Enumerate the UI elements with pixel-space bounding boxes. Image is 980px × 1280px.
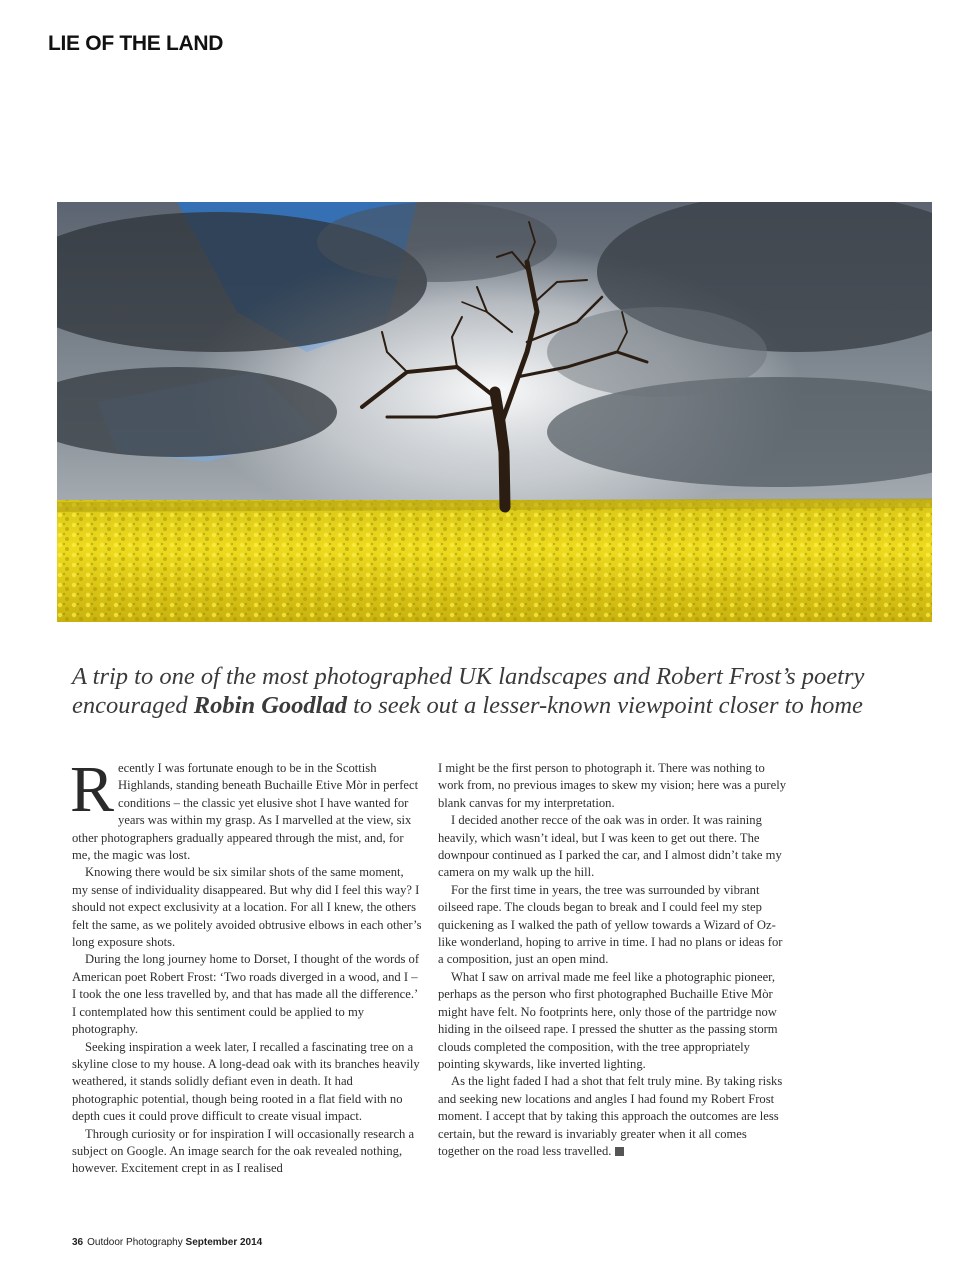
body-paragraph: I decided another recce of the oak was in order. It was raining heavily, which wasn’t ideal, but I was keen to get out there. The downpour continued as I parked the car, and I almost didn’t take my camera on my walk up the hill. [438, 813, 782, 880]
body-paragraph: Through curiosity or for inspiration I will occasionally research a subject on Google. An image search for the oak revealed nothing, however. Excitement crept in as I realised [72, 1126, 415, 1176]
landscape-photo [57, 202, 932, 622]
page-number: 36 [72, 1237, 84, 1248]
issue-date: September 2014 [185, 1237, 263, 1248]
body-paragraph: Knowing there would be six similar shots of the same moment, my sense of individuality disappeared. But why did I feel this way? I should not expect exclusivity at a location. For all I knew, the others felt the same, as we politely avoided obtrusive elbows in each other’s long exposure shots. [72, 865, 422, 950]
body-paragraph: For the first time in years, the tree was surrounded by vibrant oilseed rape. The clouds began to break and I could feel my step quickening as I walked the path of yellow towards a Wizard of Oz-like wonderland, hoping to arrive in time. I had no plans or ideas for a composition, just an open mind. [438, 882, 783, 967]
end-mark-icon [615, 1147, 624, 1156]
body-paragraph: Seeking inspiration a week later, I recalled a fascinating tree on a skyline close to my house. A long-dead oak with its branches heavily weathered, it stands solidly defiant even in death. It had photographic potential, though being rooted in a flat field with no depth cues it could prove difficult to create visual impact. [72, 1039, 420, 1124]
body-paragraph: What I saw on arrival made me feel like a photographic pioneer, perhaps as the person who first photographed Buchaille Etive Mòr might have felt. No footprints here, only those of the partridge now hiding in the oilseed rape. I pressed the shutter as the passing storm clouds completed the composition, with the tree appropriately pointing skywards, like inverted lighting. [438, 969, 778, 1071]
standfirst [72, 662, 892, 720]
page-footer [72, 1237, 262, 1248]
standfirst-line-1: A trip to one of the most photographed UK landscapes and Robert Frost’s poetry [72, 663, 865, 690]
publication-name: Outdoor Photography [87, 1237, 183, 1248]
section-label: LIE OF THE LAND [48, 32, 224, 55]
standfirst-line-2 [72, 691, 892, 720]
body-paragraph: Recently I was fortunate enough to be in the Scottish Highlands, standing beneath Buchaille Etive Mòr in perfect conditions – the classic yet elusive shot I have wanted for years was within my grasp. As I marvelled at the view, six other photographers gradually appeared through the mist, and, for me, the magic was lost. [70, 753, 419, 863]
article-column-left [70, 753, 422, 1178]
author-name: Robin Goodlad [193, 692, 347, 719]
drop-cap: R [70, 753, 115, 826]
standfirst-pre: encouraged [72, 692, 188, 719]
article-column-right [438, 760, 788, 1160]
body-paragraph: During the long journey home to Dorset, I thought of the words of American poet Robert Frost: ‘Two roads diverged in a wood, and I – I took the one less travelled by, and that has made all the difference.’ I contemplated how this sentiment could be applied to my photography. [72, 952, 420, 1037]
body-paragraph: I might be the first person to photograph it. There was nothing to work from, no previous images to skew my vision; here was a purely blank canvas for my interpretation. [438, 761, 787, 810]
body-paragraph: As the light faded I had a shot that felt truly mine. By taking risks and seeking new locations and angles I had found my Robert Frost moment. I accept that by taking this approach the outcomes are less certain, but the reward is invariably greater when it all comes together on the road less travelled. [438, 1074, 783, 1158]
standfirst-post: to seek out a lesser-known viewpoint closer to home [353, 692, 863, 719]
